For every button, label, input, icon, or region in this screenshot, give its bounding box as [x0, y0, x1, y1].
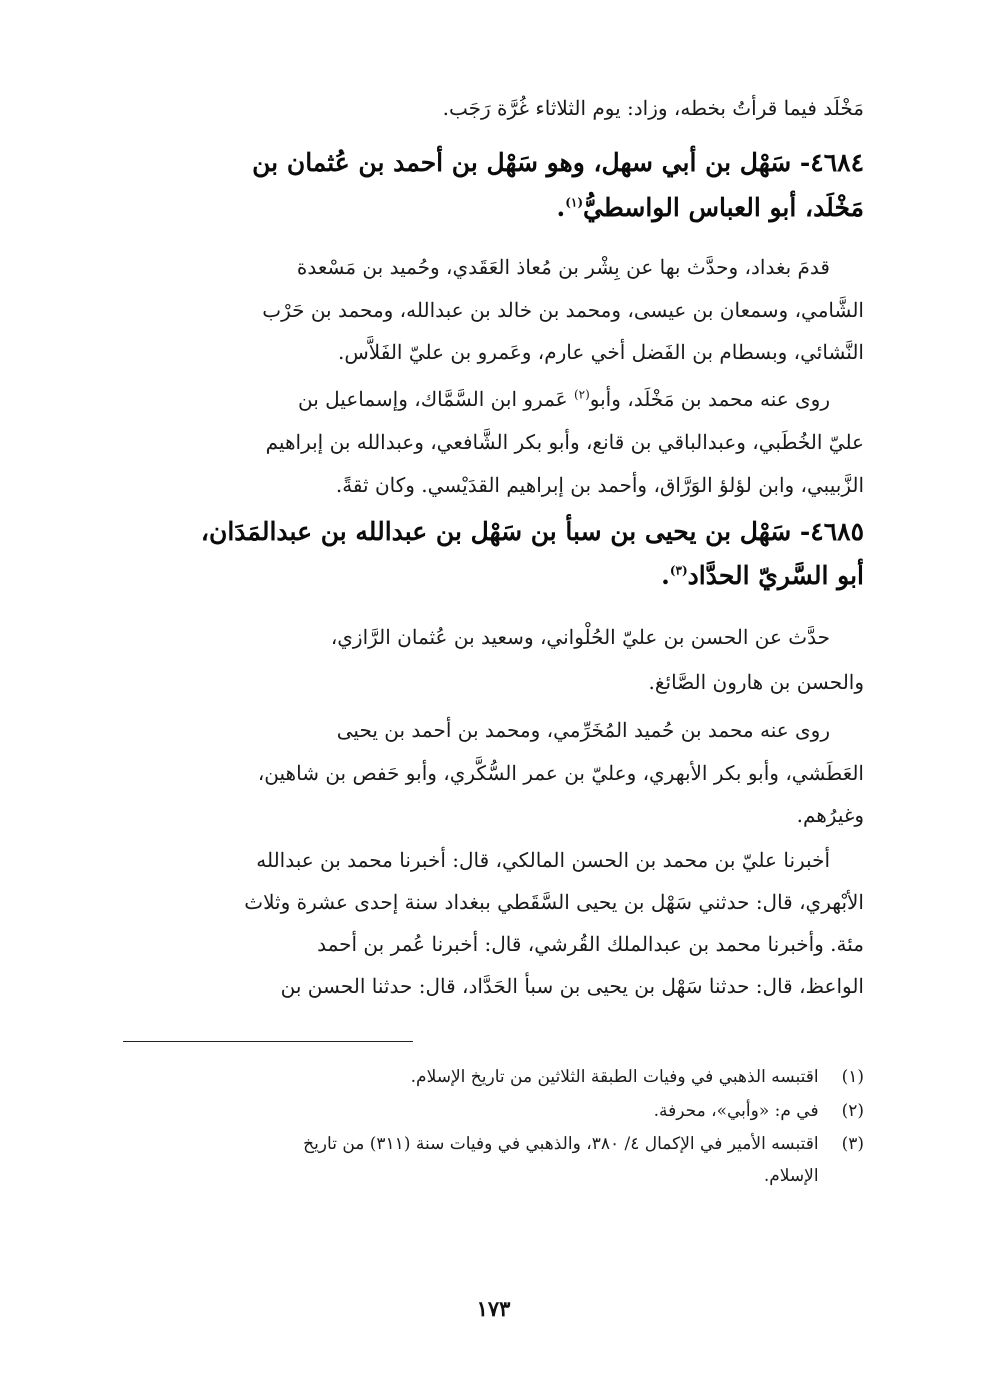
footnote-number: (٣)	[841, 1134, 864, 1154]
footnote-text: في م: «وأبي»، محرفة.	[653, 1101, 819, 1121]
text-line	[121, 974, 864, 998]
text-line-content: الأبْهري، قال: حدثني سَهْل بن يحيى السَّقَطي ببغداد سنة إحدى عشرة وثلاث	[244, 890, 864, 914]
text-line-content: عليّ الخُطَبي، وعبدالباقي بن قانع، وأبو بكر الشَّافعي، وعبدالله بن إبراهيم	[265, 430, 864, 454]
text-line	[87, 848, 864, 872]
footnote-text: الإسلام.	[763, 1166, 819, 1186]
text-line	[121, 298, 864, 322]
footnote	[121, 1134, 864, 1154]
text-line	[87, 718, 864, 742]
text-line-content: والحسن بن هارون الصَّائغ.	[648, 670, 864, 694]
text-line	[121, 340, 864, 364]
text-line-content: مئة. وأخبرنا محمد بن عبدالملك القُرشي، قال: أخبرنا عُمر بن أحمد	[317, 932, 864, 956]
text-line-content: العَطَشي، وأبو بكر الأبهري، وعليّ بن عمر السُّكَّري، وأبو حَفص بن شاهين،	[257, 761, 864, 785]
text-line-content: عَمرو ابن السَّمَّاك، وإسماعيل بن	[297, 387, 568, 411]
footnote-ref[interactable]: (١)	[565, 195, 584, 210]
text-line-content: النَّشائي، وبسطام بن الفَضل أخي عارم، وعَمرو بن عليّ الفَلاَّس.	[338, 340, 864, 364]
text-line-content: الواعظ، قال: حدثنا سَهْل بن يحيى بن سبأ الحَدَّاد، قال: حدثنا الحسن بن	[280, 974, 864, 998]
footnote-separator	[123, 1041, 413, 1042]
entry-heading-text: أبو السَّريّ الحدَّاد	[687, 561, 864, 590]
text-line-content: قدمَ بغداد، وحدَّث بها عن بِشْر بن مُعاذ العَقَدي، وحُميد بن مَسْعدة	[296, 255, 830, 279]
entry-heading	[121, 517, 864, 546]
entry-heading-text: ٤٦٨٤- سَهْل بن أبي سهل، وهو سَهْل بن أحمد بن عُثمان بن	[252, 148, 864, 177]
text-line	[121, 890, 864, 914]
text-line	[121, 96, 864, 120]
text-line-content: مَخْلَد فيما قرأتُ بخطه، وزاد: يوم الثلاثاء غُرَّة رَجَب.	[442, 96, 864, 120]
text-line	[121, 670, 864, 694]
text-line-content: روى عنه محمد بن مَخْلَد، وأبو	[589, 387, 830, 411]
footnote	[121, 1101, 864, 1121]
entry-heading	[121, 561, 864, 590]
text-line	[87, 625, 864, 649]
text-line	[121, 430, 864, 454]
text-line-content: الزَّبيبي، وابن لؤلؤ الوَرَّاق، وأحمد بن إبراهيم القدَيْسي. وكان ثقةً.	[335, 473, 864, 497]
text-line-content: روى عنه محمد بن حُميد المُخَرِّمي، ومحمد بن أحمد بن يحيى	[336, 718, 830, 742]
entry-heading-text: ٤٦٨٥- سَهْل بن يحيى بن سبأ بن سَهْل بن عبدالله بن عبدالمَدَان،	[200, 517, 864, 546]
text-line	[87, 387, 864, 411]
footnote-number: (١)	[841, 1067, 864, 1087]
footnote-text: اقتبسه الأمير في الإكمال ٤/ ٣٨٠، والذهبي في وفيات سنة (٣١١) من تاريخ	[303, 1134, 819, 1154]
entry-heading-text: مَخْلَد، أبو العباس الواسطيُّ	[583, 193, 864, 222]
footnote	[121, 1166, 864, 1186]
entry-heading	[121, 148, 864, 177]
text-line-content: الشَّامي، وسمعان بن عيسى، ومحمد بن خالد بن عبدالله، ومحمد بن حَرْب	[262, 298, 864, 322]
entry-heading	[121, 193, 864, 222]
footnote-text: اقتبسه الذهبي في وفيات الطبقة الثلاثين من تاريخ الإسلام.	[410, 1067, 819, 1087]
text-line	[121, 932, 864, 956]
footnote-number: (٢)	[841, 1101, 864, 1121]
text-line-content: وغيرُهم.	[796, 803, 864, 827]
text-line-content: حدَّث عن الحسن بن عليّ الحُلْواني، وسعيد بن عُثمان الرَّازي،	[330, 625, 830, 649]
text-line-content: أخبرنا عليّ بن محمد بن الحسن المالكي، قال: أخبرنا محمد بن عبدالله	[256, 848, 830, 872]
footnote	[121, 1067, 864, 1087]
text-line	[121, 803, 864, 827]
footnote-ref[interactable]: (٢)	[573, 387, 590, 402]
period: .	[661, 561, 670, 590]
period: .	[556, 193, 566, 222]
text-line	[121, 473, 864, 497]
text-line	[87, 255, 864, 279]
text-line	[121, 761, 864, 785]
footnote-ref[interactable]: (٣)	[669, 563, 688, 578]
page-number: ١٧٣	[476, 1296, 511, 1321]
